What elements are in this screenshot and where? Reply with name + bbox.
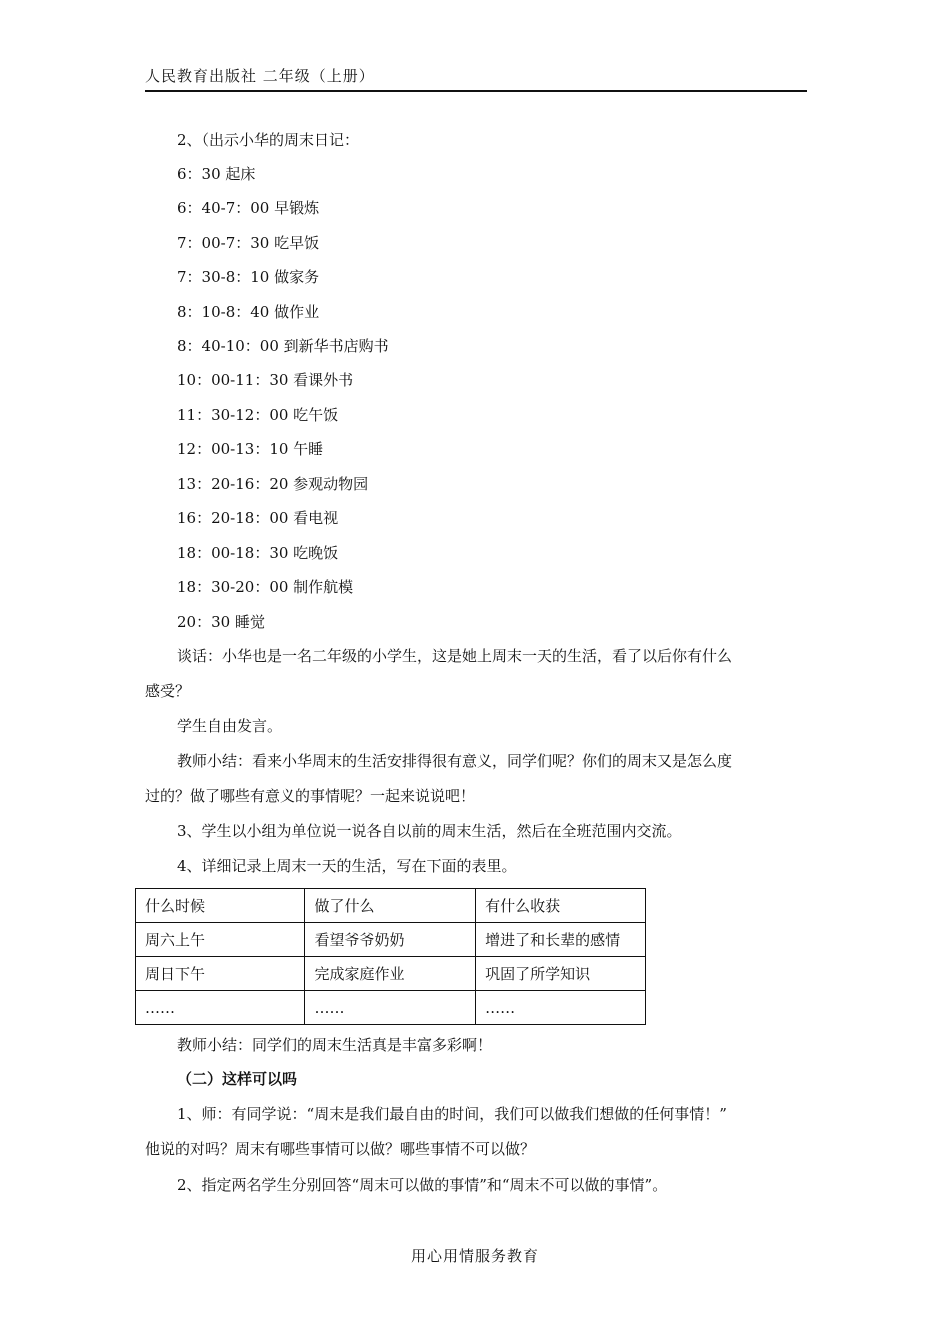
- diary-intro: 2、（出示小华的周末日记：: [177, 131, 360, 149]
- table-cell: 周六上午: [136, 923, 305, 957]
- diary-entry: 6：30 起床: [177, 165, 256, 183]
- table-cell: 看望爷爷奶奶: [305, 923, 476, 957]
- table-row: [136, 923, 646, 957]
- diary-entry: 16：20-18：00 看电视: [177, 509, 339, 527]
- diary-entry: 13：20-16：20 参观动物园: [177, 475, 369, 493]
- table-row: [136, 957, 646, 991]
- talk-paragraph: 谈话：小华也是一名二年级的小学生，这是她上周末一天的生活，看了以后你有什么: [177, 647, 733, 665]
- page-footer: [0, 1246, 950, 1266]
- table-cell: 完成家庭作业: [305, 957, 476, 991]
- diary-entry: 8：10-8：40 做作业: [177, 303, 320, 321]
- diary-entry: 7：30-8：10 做家务: [177, 268, 320, 286]
- table-cell: ……: [476, 991, 646, 1025]
- table-header-cell: 做了什么: [305, 889, 476, 923]
- diary-entry: 20：30 睡觉: [177, 613, 265, 631]
- teacher-summary-2: 教师小结：同学们的周末生活真是丰富多彩啊！: [177, 1036, 493, 1054]
- footer-text: 用心用情服务教育: [410, 1247, 539, 1265]
- step-3-text: 3、学生以小组为单位说一说各自以前的周末生活，然后在全班范围内交流。: [177, 822, 682, 840]
- table-header-row: [136, 889, 646, 923]
- step-4-text: 4、详细记录上周末一天的生活，写在下面的表里。: [177, 857, 517, 875]
- diary-entry: 12：00-13：10 午睡: [177, 440, 324, 458]
- diary-entry: 18：00-18：30 吃晚饭: [177, 544, 339, 562]
- page-header: [145, 66, 807, 92]
- question-1-continued: 他说的对吗？周末有哪些事情可以做？哪些事情不可以做？: [145, 1140, 536, 1158]
- diary-entry: 18：30-20：00 制作航模: [177, 578, 354, 596]
- table-cell: 巩固了所学知识: [476, 957, 646, 991]
- teacher-summary-continued: 过的？做了哪些有意义的事情呢？一起来说说吧！: [145, 787, 476, 805]
- table-row: [136, 991, 646, 1025]
- table-cell: ……: [136, 991, 305, 1025]
- diary-entry: 8：40-10：00 到新华书店购书: [177, 337, 389, 355]
- table-header-cell: 有什么收获: [476, 889, 646, 923]
- weekend-record-table: [135, 888, 646, 1025]
- question-1: 1、师：有同学说：“周末是我们最自由的时间，我们可以做我们想做的任何事情！”: [177, 1105, 727, 1123]
- section-heading: （二）这样可以吗: [177, 1070, 298, 1088]
- diary-entry: 6：40-7：00 早锻炼: [177, 199, 320, 217]
- table-header-cell: 什么时候: [136, 889, 305, 923]
- diary-entry: 10：00-11：30 看课外书: [177, 371, 354, 389]
- diary-entry: 11：30-12：00 吃午饭: [177, 406, 339, 424]
- talk-paragraph-continued: 感受？: [145, 682, 191, 700]
- free-speech-text: 学生自由发言。: [177, 717, 283, 735]
- question-2: 2、指定两名学生分别回答“周末可以做的事情”和“周末不可以做的事情”。: [177, 1176, 668, 1194]
- diary-entry: 7：00-7：30 吃早饭: [177, 234, 320, 252]
- table-cell: 增进了和长辈的感情: [476, 923, 646, 957]
- table-cell: ……: [305, 991, 476, 1025]
- header-title: 人民教育出版社 二年级（上册）: [145, 67, 375, 85]
- table-cell: 周日下午: [136, 957, 305, 991]
- teacher-summary: 教师小结：看来小华周末的生活安排得很有意义，同学们呢？你们的周末又是怎么度: [177, 752, 733, 770]
